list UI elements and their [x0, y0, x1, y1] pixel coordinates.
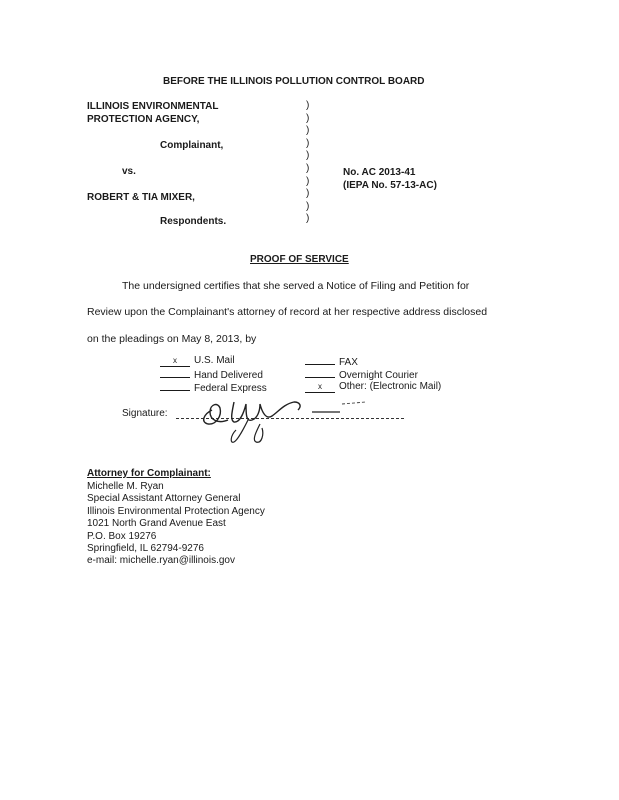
attorney-city: Springfield, IL 62794-9276	[87, 543, 204, 555]
paren: )	[306, 175, 310, 187]
paren: )	[306, 112, 310, 124]
attorney-po-box: P.O. Box 19276	[87, 530, 157, 542]
paren: )	[306, 125, 310, 137]
checkbox-blank	[305, 368, 335, 378]
option-label: U.S. Mail	[194, 355, 235, 366]
checkbox-blank	[305, 355, 335, 365]
attorney-title: Special Assistant Attorney General	[87, 493, 241, 505]
checkbox-blank: x	[305, 383, 335, 393]
respondent-role: Respondents.	[160, 216, 227, 227]
option-label: Federal Express	[194, 383, 267, 394]
signature-label: Signature:	[122, 408, 168, 419]
complainant-name-line2: PROTECTION AGENCY,	[87, 114, 200, 125]
paren: )	[306, 162, 310, 174]
iepa-number: (IEPA No. 57-13-AC)	[343, 180, 437, 191]
proof-of-service-title: PROOF OF SERVICE	[250, 254, 349, 265]
respondent-name: ROBERT & TIA MIXER,	[87, 192, 195, 203]
complainant-role: Complainant,	[160, 140, 224, 151]
board-title: BEFORE THE ILLINOIS POLLUTION CONTROL BOARD	[163, 76, 425, 87]
option-us-mail	[160, 355, 235, 367]
handwritten-signature	[190, 390, 390, 446]
paren: )	[306, 150, 310, 162]
attorney-address-block	[87, 481, 265, 568]
paren: )	[306, 200, 310, 212]
checkbox-blank: x	[160, 357, 190, 367]
option-overnight-courier	[305, 368, 418, 381]
paren: )	[306, 137, 310, 149]
case-number: No. AC 2013-41	[343, 167, 416, 178]
body-line-1: The undersigned certifies that she served a Notice of Filing and Petition for	[122, 280, 470, 292]
paren: )	[306, 100, 310, 111]
option-label: Overnight Courier	[339, 370, 418, 381]
checkbox-blank	[160, 368, 190, 378]
complainant-name-line1: ILLINOIS ENVIRONMENTAL	[87, 101, 219, 112]
versus-label: vs.	[122, 166, 136, 177]
attorney-agency: Illinois Environmental Protection Agency	[87, 505, 265, 517]
option-label: FAX	[339, 357, 358, 368]
option-fax	[305, 355, 358, 368]
option-label: Other: (Electronic Mail)	[339, 381, 442, 392]
attorney-name: Michelle M. Ryan	[87, 481, 164, 492]
option-label: Hand Delivered	[194, 370, 263, 381]
attorney-email: e-mail: michelle.ryan@illinois.gov	[87, 555, 235, 567]
checkbox-blank	[160, 381, 190, 391]
caption-parenthesis-column	[306, 100, 314, 226]
paren: )	[306, 188, 310, 200]
body-line-3: on the pleadings on May 8, 2013, by	[87, 333, 257, 345]
attorney-heading: Attorney for Complainant:	[87, 468, 211, 479]
paren: )	[306, 213, 310, 225]
body-line-2: Review upon the Complainant's attorney of record at her respective address disclosed	[87, 306, 488, 318]
attorney-street: 1021 North Grand Avenue East	[87, 518, 226, 530]
option-hand-delivered	[160, 368, 263, 381]
